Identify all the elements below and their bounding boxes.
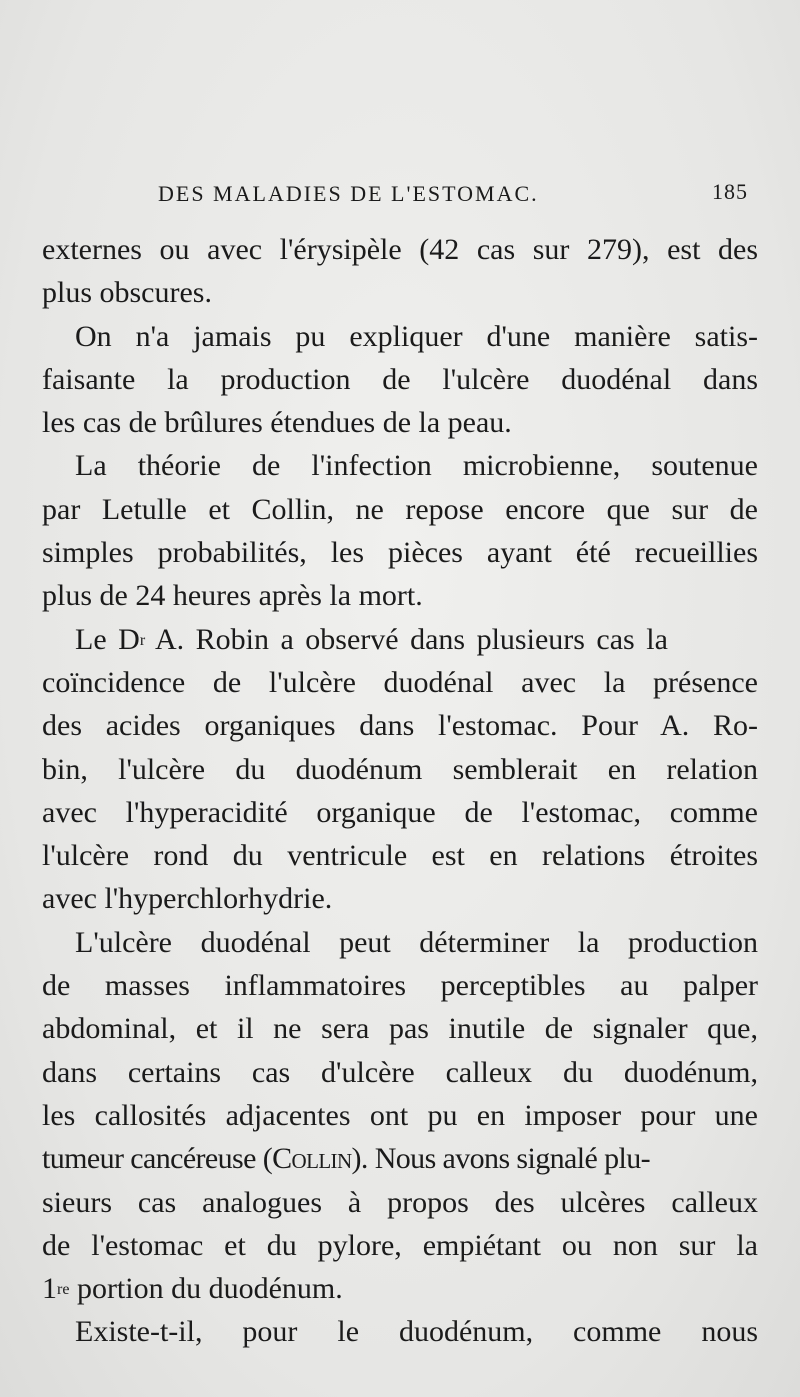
text-line xyxy=(42,1137,758,1180)
text-line: faisante la production de l'ulcère duodénal dans xyxy=(42,362,758,396)
text-line: des acides organiques dans l'estomac. Pour A. Ro- xyxy=(42,709,758,743)
text-line xyxy=(42,1267,758,1310)
paragraph-start-line: La théorie de l'infection microbienne, soutenue xyxy=(75,449,758,483)
text-line: avec l'hyperacidité organique de l'estomac, comme xyxy=(42,795,758,829)
text-line: plus obscures. xyxy=(42,276,212,310)
text-line: dans certains cas d'ulcère calleux du duodénum, xyxy=(42,1055,758,1089)
superscript: re xyxy=(57,1281,70,1299)
text-line: bin, l'ulcère du duodénum semblerait en relation xyxy=(42,752,758,786)
superscript: r xyxy=(139,631,146,649)
page-number: 185 xyxy=(712,179,748,204)
text-line: abdominal, et il ne sera pas inutile de signaler que, xyxy=(42,1012,758,1046)
text-line: les callosités adjacentes ont pu en imposer pour une xyxy=(42,1098,758,1132)
text-fragment: A. Robin a observé dans plusieurs cas la xyxy=(145,622,668,656)
text-line: simples probabilités, les pièces ayant été recueillies xyxy=(42,536,758,570)
text-fragment: 1 xyxy=(42,1272,57,1306)
running-title: DES MALADIES DE L'ESTOMAC. xyxy=(158,181,539,206)
paragraph-start-line: Existe-t-il, pour le duodénum, comme nous xyxy=(75,1315,758,1349)
text-fragment: ). Nous avons signalé plu- xyxy=(351,1142,651,1176)
text-fragment: tumeur cancéreuse ( xyxy=(42,1142,273,1176)
text-line: coïncidence de l'ulcère duodénal avec la présence xyxy=(42,665,758,699)
paragraph-start-line: L'ulcère duodénal peut déterminer la production xyxy=(75,925,758,959)
text-line: les cas de brûlures étendues de la peau. xyxy=(42,406,512,440)
author-name: Collin xyxy=(272,1142,352,1176)
text-fragment: Le D xyxy=(75,622,140,656)
text-line: externes ou avec l'érysipèle (42 cas sur 279), est des xyxy=(42,233,758,266)
text-line: de masses inflammatoires perceptibles au palper xyxy=(42,969,758,1003)
running-head xyxy=(0,175,800,215)
text-fragment: portion du duodénum. xyxy=(69,1272,343,1306)
paragraph-start-line: On n'a jamais pu expliquer d'une manière satis- xyxy=(75,319,758,353)
paragraph-start-line xyxy=(42,618,758,661)
text-line: plus de 24 heures après la mort. xyxy=(42,579,423,613)
text-line: par Letulle et Collin, ne repose encore que sur de xyxy=(42,492,758,526)
text-line: de l'estomac et du pylore, empiétant ou non sur la xyxy=(42,1228,758,1262)
text-line: sieurs cas analogues à propos des ulcères calleux xyxy=(42,1185,758,1219)
body-text xyxy=(42,228,758,1354)
text-line: avec l'hyperchlorhydrie. xyxy=(42,882,333,916)
text-line: l'ulcère rond du ventricule est en relations étroites xyxy=(42,839,758,873)
